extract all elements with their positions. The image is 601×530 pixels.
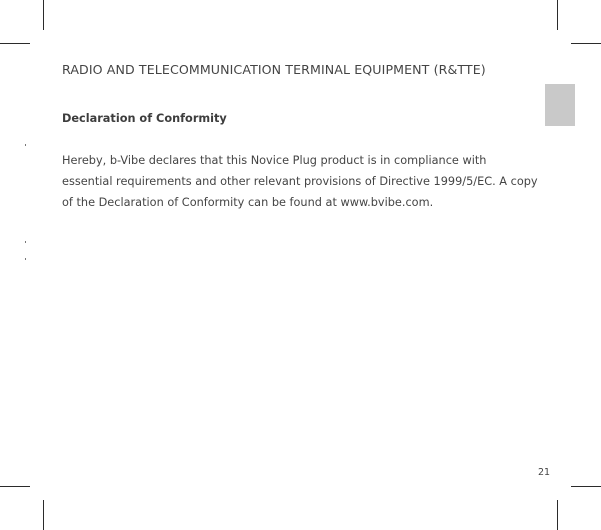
section-tab-marker [545,84,575,126]
margin-speck [25,241,26,243]
crop-mark-bottom-left-horizontal [0,486,30,487]
margin-speck [25,258,26,260]
page-title: RADIO AND TELECOMMUNICATION TERMINAL EQUIPMENT (R&TTE) [62,62,486,77]
section-heading: Declaration of Conformity [62,112,227,125]
crop-mark-top-left-horizontal [0,43,30,44]
crop-mark-top-right-vertical [557,0,558,30]
crop-mark-top-left-vertical [43,0,44,30]
crop-mark-bottom-right-horizontal [571,486,601,487]
page-number: 21 [538,467,551,478]
margin-speck [25,144,26,146]
crop-mark-bottom-left-vertical [43,500,44,530]
body-paragraph: Hereby, b-Vibe declares that this Novice Plug product is in compliance with essential requirements and other relevant provisions of Directive 1999/5/EC. A copy of the Declaration of Conformity can be found at www.bvibe.com. [62,154,538,209]
crop-mark-top-right-horizontal [571,43,601,44]
crop-mark-bottom-right-vertical [557,500,558,530]
